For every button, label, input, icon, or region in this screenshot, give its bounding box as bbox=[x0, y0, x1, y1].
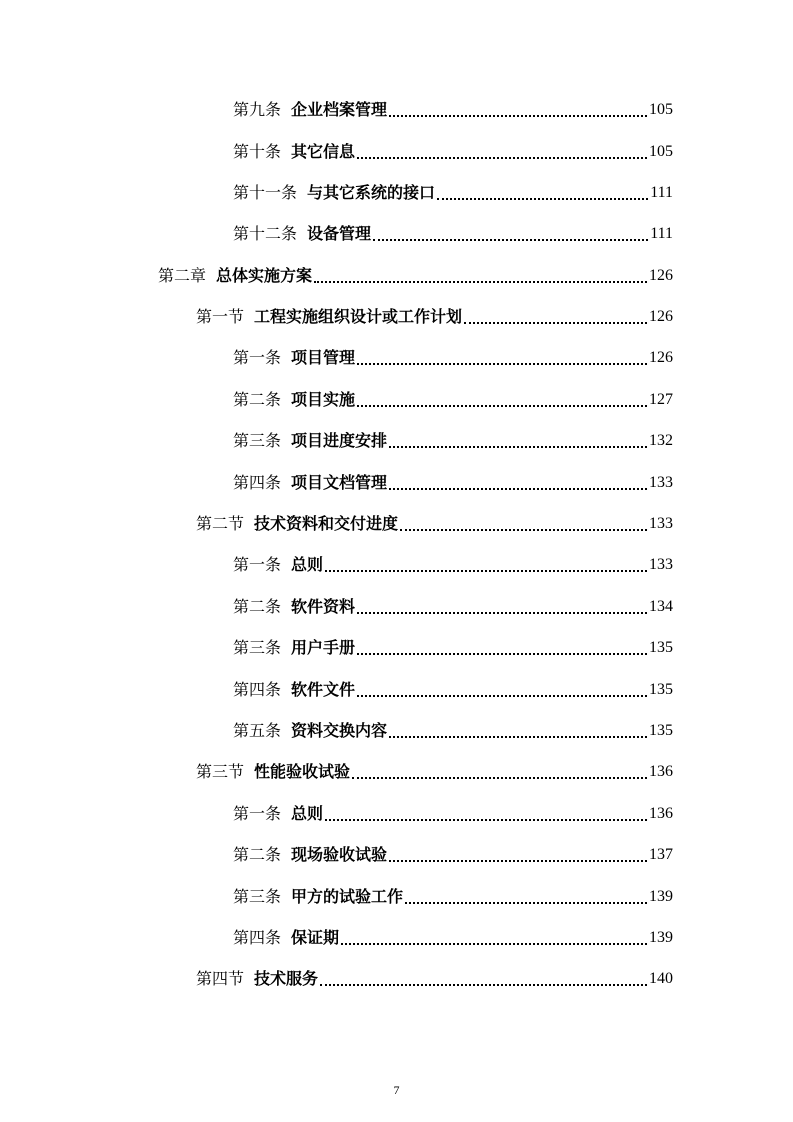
toc-entry-page: 111 bbox=[650, 225, 673, 242]
toc-entry[interactable] bbox=[233, 140, 673, 164]
toc-entry[interactable] bbox=[233, 678, 673, 702]
toc-entry[interactable] bbox=[233, 719, 673, 743]
toc-entry[interactable] bbox=[233, 636, 673, 660]
dot-leader bbox=[400, 529, 647, 531]
toc-entry-number: 第五条 bbox=[233, 721, 282, 740]
toc-entry-page: 111 bbox=[650, 184, 673, 201]
toc-entry-page: 105 bbox=[649, 101, 673, 118]
dot-leader bbox=[389, 736, 647, 738]
dot-leader bbox=[357, 612, 647, 614]
dot-leader bbox=[464, 322, 647, 324]
dot-leader bbox=[357, 405, 647, 407]
toc-entry-number: 第三条 bbox=[233, 638, 282, 657]
dot-leader bbox=[325, 819, 647, 821]
toc-entry-number: 第二节 bbox=[196, 514, 245, 533]
toc-entry-page: 134 bbox=[649, 598, 673, 615]
dot-leader bbox=[389, 488, 647, 490]
toc-entry[interactable] bbox=[233, 429, 673, 453]
toc-entry-page: 139 bbox=[649, 929, 673, 946]
toc-entry-page: 133 bbox=[649, 515, 673, 532]
toc-entry-title: 软件资料 bbox=[291, 597, 356, 616]
toc-entry-title: 现场验收试验 bbox=[291, 845, 388, 864]
toc-entry-page: 136 bbox=[649, 763, 673, 780]
dot-leader bbox=[373, 239, 648, 241]
dot-leader bbox=[437, 198, 648, 200]
toc-entry-chapter[interactable] bbox=[158, 264, 673, 288]
toc-entry-page: 135 bbox=[649, 722, 673, 739]
toc-entry[interactable] bbox=[233, 843, 673, 867]
page-number: 7 bbox=[393, 1083, 400, 1097]
toc-entry-section[interactable] bbox=[196, 305, 673, 329]
toc-entry-page: 135 bbox=[649, 681, 673, 698]
toc-entry-number: 第十二条 bbox=[233, 224, 298, 243]
toc-entry[interactable] bbox=[233, 926, 673, 950]
toc-entry-page: 140 bbox=[649, 970, 673, 987]
dot-leader bbox=[405, 902, 647, 904]
toc-entry-number: 第二条 bbox=[233, 390, 282, 409]
toc-entry-title: 企业档案管理 bbox=[291, 100, 388, 119]
toc-entry-page: 127 bbox=[649, 391, 673, 408]
toc-entry-title: 工程实施组织设计或工作计划 bbox=[254, 307, 463, 326]
toc-entry-page: 105 bbox=[649, 143, 673, 160]
toc-entry-page: 139 bbox=[649, 888, 673, 905]
toc-entry-number: 第一节 bbox=[196, 307, 245, 326]
toc-entry-number: 第一条 bbox=[233, 348, 282, 367]
toc-entry-section[interactable] bbox=[196, 967, 673, 991]
toc-entry[interactable] bbox=[233, 885, 673, 909]
dot-leader bbox=[357, 157, 647, 159]
toc-entry-number: 第四条 bbox=[233, 680, 282, 699]
toc-entry-number: 第二章 bbox=[158, 266, 207, 285]
dot-leader bbox=[357, 695, 647, 697]
toc-entry-number: 第九条 bbox=[233, 100, 282, 119]
toc-entry-page: 135 bbox=[649, 639, 673, 656]
toc-entry-number: 第四条 bbox=[233, 928, 282, 947]
toc-entry[interactable] bbox=[233, 181, 673, 205]
toc-entry-title: 性能验收试验 bbox=[254, 762, 351, 781]
toc-entry-title: 设备管理 bbox=[307, 224, 372, 243]
dot-leader bbox=[352, 777, 647, 779]
toc-entry-title: 保证期 bbox=[291, 928, 340, 947]
toc-entry-number: 第二条 bbox=[233, 597, 282, 616]
toc-entry[interactable] bbox=[233, 471, 673, 495]
toc-entry-title: 总则 bbox=[291, 804, 324, 823]
dot-leader bbox=[389, 115, 647, 117]
toc-entry-page: 126 bbox=[649, 349, 673, 366]
toc-entry-number: 第三条 bbox=[233, 887, 282, 906]
toc-entry-number: 第四节 bbox=[196, 969, 245, 988]
toc-entry-title: 与其它系统的接口 bbox=[307, 183, 436, 202]
dot-leader bbox=[357, 653, 647, 655]
toc-entry-page: 126 bbox=[649, 308, 673, 325]
toc-entry-title: 技术服务 bbox=[254, 969, 319, 988]
toc-entry-number: 第一条 bbox=[233, 804, 282, 823]
toc-entry[interactable] bbox=[233, 595, 673, 619]
toc-entry-title: 项目进度安排 bbox=[291, 431, 388, 450]
toc-entry[interactable] bbox=[233, 802, 673, 826]
dot-leader bbox=[320, 984, 647, 986]
toc-entry-title: 总则 bbox=[291, 555, 324, 574]
dot-leader bbox=[341, 943, 647, 945]
toc-entry-number: 第二条 bbox=[233, 845, 282, 864]
toc-entry-title: 其它信息 bbox=[291, 142, 356, 161]
toc-entry-section[interactable] bbox=[196, 760, 673, 784]
toc-entry-page: 133 bbox=[649, 556, 673, 573]
toc-entry-page: 132 bbox=[649, 432, 673, 449]
toc-entry-number: 第一条 bbox=[233, 555, 282, 574]
dot-leader bbox=[389, 446, 647, 448]
toc-entry[interactable] bbox=[233, 388, 673, 412]
dot-leader bbox=[325, 570, 647, 572]
toc-entry-title: 技术资料和交付进度 bbox=[254, 514, 399, 533]
toc-entry-page: 137 bbox=[649, 846, 673, 863]
toc-entry[interactable] bbox=[233, 346, 673, 370]
toc-entry-number: 第十条 bbox=[233, 142, 282, 161]
toc-entry[interactable] bbox=[233, 98, 673, 122]
toc-entry-title: 项目文档管理 bbox=[291, 473, 388, 492]
toc-entry-number: 第三条 bbox=[233, 431, 282, 450]
toc-entry-page: 126 bbox=[649, 267, 673, 284]
toc-entry-number: 第三节 bbox=[196, 762, 245, 781]
toc-entry-title: 用户手册 bbox=[291, 638, 356, 657]
dot-leader bbox=[389, 860, 647, 862]
toc-entry-section[interactable] bbox=[196, 512, 673, 536]
toc-entry[interactable] bbox=[233, 222, 673, 246]
toc-entry-title: 资料交换内容 bbox=[291, 721, 388, 740]
toc-entry-title: 软件文件 bbox=[291, 680, 356, 699]
toc-entry-number: 第十一条 bbox=[233, 183, 298, 202]
toc-entry-title: 甲方的试验工作 bbox=[291, 887, 404, 906]
toc-entry-title: 项目实施 bbox=[291, 390, 356, 409]
toc-entry-title: 总体实施方案 bbox=[216, 266, 313, 285]
toc-entry-number: 第四条 bbox=[233, 473, 282, 492]
toc-entry-page: 136 bbox=[649, 805, 673, 822]
toc-entry-page: 133 bbox=[649, 474, 673, 491]
dot-leader bbox=[314, 281, 647, 283]
toc-entry-title: 项目管理 bbox=[291, 348, 356, 367]
dot-leader bbox=[357, 363, 647, 365]
toc-entry[interactable] bbox=[233, 553, 673, 577]
